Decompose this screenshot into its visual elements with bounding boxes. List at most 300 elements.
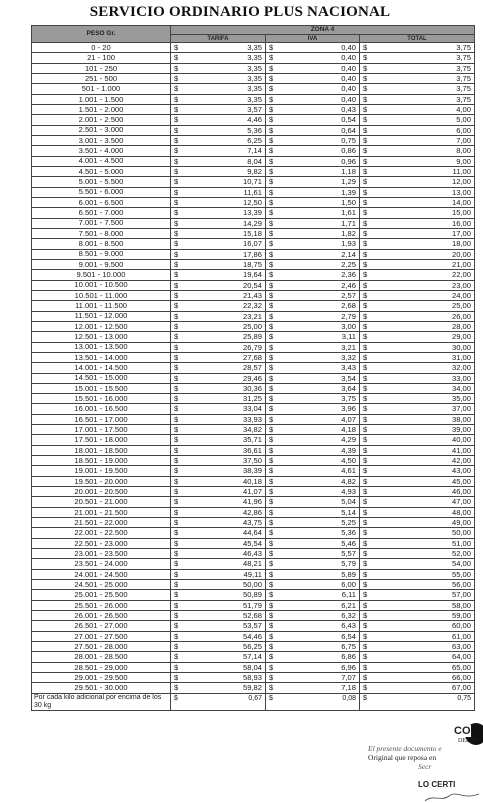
tarifa-amount: 41,07 — [242, 487, 262, 497]
currency-symbol: $ — [363, 239, 368, 249]
total-cell — [360, 580, 475, 590]
iva-cell — [266, 642, 360, 652]
currency-symbol: $ — [269, 507, 274, 517]
iva-amount: 1,29 — [341, 177, 356, 187]
iva-cell — [266, 507, 360, 517]
iva-amount: 7,18 — [341, 683, 356, 693]
iva-amount: 3,00 — [341, 321, 356, 331]
currency-symbol: $ — [174, 662, 179, 672]
currency-symbol: $ — [269, 43, 274, 52]
iva-cell — [266, 414, 360, 424]
total-cell — [360, 125, 475, 135]
total-cell — [360, 218, 475, 228]
currency-symbol: $ — [363, 115, 368, 125]
total-cell — [360, 394, 475, 404]
iva-amount: 2,46 — [341, 280, 356, 290]
currency-symbol: $ — [363, 590, 368, 600]
tarifa-amount: 3,35 — [247, 94, 262, 104]
total-amount: 17,00 — [451, 228, 471, 238]
weight-range-cell: 1.001 - 1.500 — [32, 94, 171, 104]
total-cell — [360, 404, 475, 414]
total-amount: 13,00 — [451, 187, 471, 197]
iva-amount: 3,21 — [341, 342, 356, 352]
iva-amount: 4,39 — [341, 445, 356, 455]
tarifa-cell — [171, 301, 266, 311]
total-amount: 43,00 — [451, 466, 471, 476]
weight-range-cell: 28.501 - 29.000 — [32, 662, 171, 672]
currency-symbol: $ — [363, 456, 368, 466]
iva-cell — [266, 228, 360, 238]
iva-cell — [266, 425, 360, 435]
currency-symbol: $ — [363, 487, 368, 497]
iva-cell — [266, 208, 360, 218]
total-cell — [360, 569, 475, 579]
tarifa-cell — [171, 373, 266, 383]
currency-symbol: $ — [174, 466, 179, 476]
table-row — [32, 466, 475, 476]
iva-cell — [266, 290, 360, 300]
iva-cell — [266, 373, 360, 383]
iva-amount: 2,68 — [341, 301, 356, 311]
currency-symbol: $ — [269, 135, 274, 145]
tarifa-cell — [171, 466, 266, 476]
currency-symbol: $ — [269, 156, 274, 166]
table-row — [32, 414, 475, 424]
iva-cell — [266, 63, 360, 73]
additional-label: Por cada kilo adicional por encima de los 30 kg — [32, 693, 171, 710]
total-cell — [360, 487, 475, 497]
iva-amount: 3,75 — [341, 394, 356, 404]
iva-cell — [266, 166, 360, 176]
weight-range-cell: 29.501 - 30.000 — [32, 683, 171, 693]
tarifa-cell — [171, 187, 266, 197]
tarifa-cell — [171, 239, 266, 249]
currency-symbol: $ — [363, 363, 368, 373]
currency-symbol: $ — [174, 332, 179, 342]
iva-cell — [266, 218, 360, 228]
iva-amount: 0,54 — [341, 115, 356, 125]
total-amount: 15,00 — [451, 208, 471, 218]
currency-symbol: $ — [363, 559, 368, 569]
currency-symbol: $ — [363, 404, 368, 414]
iva-cell — [266, 445, 360, 455]
currency-symbol: $ — [174, 445, 179, 455]
iva-cell — [266, 177, 360, 187]
currency-symbol: $ — [174, 404, 179, 414]
tarifa-amount: 9,82 — [247, 166, 262, 176]
iva-amount: 0,40 — [341, 63, 356, 73]
tarifa-cell — [171, 673, 266, 683]
tarifa-amount: 52,68 — [242, 611, 262, 621]
total-amount: 59,00 — [451, 611, 471, 621]
currency-symbol: $ — [269, 270, 274, 280]
tarifa-amount: 3,35 — [247, 84, 262, 94]
currency-symbol: $ — [363, 507, 368, 517]
iva-cell — [266, 559, 360, 569]
table-row — [32, 73, 475, 83]
tarifa-cell — [171, 135, 266, 145]
currency-symbol: $ — [363, 177, 368, 187]
table-row — [32, 53, 475, 63]
currency-symbol: $ — [269, 445, 274, 455]
tarifa-cell — [171, 321, 266, 331]
total-cell — [360, 146, 475, 156]
total-amount: 42,00 — [451, 456, 471, 466]
total-amount: 3,75 — [456, 94, 471, 104]
weight-range-cell: 11.501 - 12.000 — [32, 311, 171, 321]
tarifa-cell — [171, 177, 266, 187]
iva-amount: 2,25 — [341, 259, 356, 269]
tarifa-amount: 11,61 — [243, 187, 262, 197]
currency-symbol: $ — [363, 383, 368, 393]
currency-symbol: $ — [269, 528, 274, 538]
tarifa-header: TARIFA — [171, 35, 266, 43]
tarifa-amount: 50,89 — [242, 590, 262, 600]
total-amount: 3,75 — [456, 73, 471, 83]
table-row — [32, 290, 475, 300]
total-amount: 14,00 — [451, 197, 471, 207]
iva-cell — [266, 600, 360, 610]
total-amount: 35,00 — [451, 394, 471, 404]
table-row — [32, 352, 475, 362]
currency-symbol: $ — [363, 259, 368, 269]
total-cell — [360, 166, 475, 176]
iva-cell — [266, 590, 360, 600]
currency-symbol: $ — [174, 270, 179, 280]
additional-total-cell — [360, 693, 475, 710]
total-amount: 47,00 — [451, 497, 471, 507]
table-row — [32, 228, 475, 238]
tarifa-amount: 16,07 — [242, 239, 262, 249]
iva-amount: 2,14 — [341, 249, 356, 259]
tarifa-cell — [171, 642, 266, 652]
tarifa-cell — [171, 507, 266, 517]
currency-symbol: $ — [363, 166, 368, 176]
currency-symbol: $ — [269, 177, 274, 187]
total-cell — [360, 662, 475, 672]
total-cell — [360, 156, 475, 166]
iva-cell — [266, 301, 360, 311]
total-amount: 34,00 — [451, 383, 471, 393]
iva-cell — [266, 404, 360, 414]
total-cell — [360, 228, 475, 238]
tarifa-amount: 10,71 — [242, 177, 262, 187]
currency-symbol: $ — [174, 363, 179, 373]
weight-range-cell: 0 - 20 — [32, 43, 171, 53]
iva-cell — [266, 487, 360, 497]
currency-symbol: $ — [269, 683, 274, 693]
tarifa-cell — [171, 476, 266, 486]
currency-symbol: $ — [269, 342, 274, 352]
iva-cell — [266, 104, 360, 114]
table-row — [32, 259, 475, 269]
currency-symbol: $ — [174, 187, 179, 197]
iva-cell — [266, 94, 360, 104]
table-row — [32, 435, 475, 445]
currency-symbol: $ — [269, 115, 274, 125]
currency-symbol: $ — [363, 135, 368, 145]
weight-range-cell: 12.001 - 12.500 — [32, 321, 171, 331]
iva-amount: 5,46 — [341, 538, 356, 548]
total-amount: 64,00 — [451, 652, 471, 662]
total-cell — [360, 63, 475, 73]
total-cell — [360, 600, 475, 610]
total-amount: 3,75 — [456, 84, 471, 94]
iva-amount: 0,43 — [341, 104, 356, 114]
currency-symbol: $ — [363, 538, 368, 548]
currency-symbol: $ — [269, 600, 274, 610]
certification-stamp — [368, 722, 483, 803]
weight-range-cell: 17.001 - 17.500 — [32, 425, 171, 435]
currency-symbol: $ — [269, 63, 274, 73]
iva-cell — [266, 476, 360, 486]
currency-symbol: $ — [269, 631, 274, 641]
table-row — [32, 600, 475, 610]
tarifa-cell — [171, 631, 266, 641]
iva-cell — [266, 146, 360, 156]
total-amount: 18,00 — [451, 239, 471, 249]
iva-cell — [266, 611, 360, 621]
table-row — [32, 218, 475, 228]
table-row — [32, 631, 475, 641]
tarifa-amount: 7,14 — [247, 146, 262, 156]
currency-symbol: $ — [363, 394, 368, 404]
currency-symbol: $ — [174, 569, 179, 579]
total-amount: 4,00 — [456, 104, 471, 114]
tarifa-amount: 3,35 — [247, 63, 262, 73]
tarifa-amount: 29,46 — [242, 373, 262, 383]
table-row — [32, 445, 475, 455]
iva-amount: 1,61 — [341, 208, 356, 218]
iva-amount: 4,82 — [341, 476, 356, 486]
total-amount: 6,00 — [456, 125, 471, 135]
iva-amount: 6,00 — [341, 580, 356, 590]
iva-amount: 6,86 — [341, 652, 356, 662]
tarifa-amount: 33,04 — [242, 404, 262, 414]
weight-range-cell: 2.001 - 2.500 — [32, 115, 171, 125]
currency-symbol: $ — [363, 611, 368, 621]
tarifa-amount: 37,50 — [242, 456, 262, 466]
total-amount: 23,00 — [451, 280, 471, 290]
iva-amount: 4,61 — [341, 466, 356, 476]
total-cell — [360, 208, 475, 218]
iva-cell — [266, 569, 360, 579]
tarifa-amount: 3,57 — [247, 104, 262, 114]
tarifa-amount: 22,32 — [242, 301, 262, 311]
currency-symbol: $ — [363, 352, 368, 362]
currency-symbol: $ — [269, 73, 274, 83]
total-amount: 31,00 — [451, 352, 471, 362]
total-amount: 46,00 — [451, 487, 471, 497]
tarifa-amount: 58,04 — [242, 662, 262, 672]
weight-range-cell: 14.001 - 14.500 — [32, 363, 171, 373]
total-cell — [360, 425, 475, 435]
weight-range-cell: 20.001 - 20.500 — [32, 487, 171, 497]
tarifa-cell — [171, 166, 266, 176]
table-row — [32, 683, 475, 693]
tarifa-amount: 51,79 — [242, 600, 262, 610]
tarifa-amount: 49,11 — [243, 569, 262, 579]
currency-symbol: $ — [174, 673, 179, 683]
currency-symbol: $ — [174, 218, 179, 228]
iva-cell — [266, 394, 360, 404]
currency-symbol: $ — [174, 239, 179, 249]
currency-symbol: $ — [363, 342, 368, 352]
table-row — [32, 425, 475, 435]
table-row — [32, 125, 475, 135]
iva-amount: 4,29 — [341, 435, 356, 445]
weight-range-cell: 8.001 - 8.500 — [32, 239, 171, 249]
currency-symbol: $ — [269, 497, 274, 507]
iva-cell — [266, 73, 360, 83]
tarifa-amount: 19,64 — [242, 270, 262, 280]
currency-symbol: $ — [269, 53, 274, 63]
iva-cell — [266, 280, 360, 290]
table-row — [32, 507, 475, 517]
currency-symbol: $ — [269, 352, 274, 362]
currency-symbol: $ — [269, 84, 274, 94]
iva-amount: 1,82 — [341, 228, 356, 238]
tarifa-cell — [171, 404, 266, 414]
tarifa-cell — [171, 414, 266, 424]
currency-symbol: $ — [174, 94, 179, 104]
currency-symbol: $ — [269, 321, 274, 331]
iva-amount: 7,07 — [341, 673, 356, 683]
currency-symbol: $ — [363, 208, 368, 218]
tarifa-cell — [171, 228, 266, 238]
total-amount: 28,00 — [451, 321, 471, 331]
currency-symbol: $ — [269, 487, 274, 497]
tarifa-cell — [171, 528, 266, 538]
weight-range-cell: 501 - 1.000 — [32, 84, 171, 94]
table-row — [32, 342, 475, 352]
tarifa-amount: 56,25 — [242, 642, 262, 652]
weight-range-cell: 26.501 - 27.000 — [32, 621, 171, 631]
table-row — [32, 673, 475, 683]
iva-cell — [266, 53, 360, 63]
additional-iva: 0,08 — [342, 694, 356, 702]
total-cell — [360, 673, 475, 683]
iva-cell — [266, 239, 360, 249]
tarifa-cell — [171, 538, 266, 548]
iva-amount: 1,39 — [341, 187, 356, 197]
currency-symbol: $ — [269, 280, 274, 290]
total-amount: 9,00 — [456, 156, 471, 166]
currency-symbol: $ — [174, 373, 179, 383]
currency-symbol: $ — [269, 435, 274, 445]
currency-symbol: $ — [363, 270, 368, 280]
total-cell — [360, 43, 475, 53]
currency-symbol: $ — [174, 197, 179, 207]
weight-range-cell: 24.001 - 24.500 — [32, 569, 171, 579]
weight-range-cell: 3.001 - 3.500 — [32, 135, 171, 145]
currency-symbol: $ — [174, 156, 179, 166]
peso-header: PESO Gr. — [32, 26, 171, 43]
currency-symbol: $ — [363, 466, 368, 476]
iva-amount: 2,57 — [341, 290, 356, 300]
total-cell — [360, 352, 475, 362]
iva-amount: 6,54 — [341, 631, 356, 641]
currency-symbol: $ — [269, 290, 274, 300]
table-row — [32, 321, 475, 331]
currency-symbol: $ — [269, 259, 274, 269]
currency-symbol: $ — [363, 63, 368, 73]
total-cell — [360, 301, 475, 311]
weight-range-cell: 22.001 - 22.500 — [32, 528, 171, 538]
tarifa-amount: 42,86 — [242, 507, 262, 517]
tarifa-cell — [171, 590, 266, 600]
table-row — [32, 383, 475, 393]
iva-amount: 6,11 — [341, 590, 356, 600]
total-header: TOTAL — [360, 35, 475, 43]
tarifa-amount: 5,36 — [247, 125, 262, 135]
table-row — [32, 187, 475, 197]
total-amount: 11,00 — [452, 166, 471, 176]
iva-cell — [266, 321, 360, 331]
total-amount: 7,00 — [456, 135, 471, 145]
tarifa-cell — [171, 352, 266, 362]
iva-cell — [266, 259, 360, 269]
iva-amount: 0,64 — [341, 125, 356, 135]
weight-range-cell: 15.001 - 15.500 — [32, 383, 171, 393]
total-cell — [360, 518, 475, 528]
tarifa-amount: 3,35 — [247, 53, 262, 63]
tarifa-amount: 3,35 — [247, 73, 262, 83]
total-amount: 39,00 — [451, 425, 471, 435]
tarifa-cell — [171, 394, 266, 404]
total-amount: 60,00 — [451, 621, 471, 631]
currency-symbol: $ — [269, 580, 274, 590]
currency-symbol: $ — [174, 249, 179, 259]
currency-symbol: $ — [363, 683, 368, 693]
tarifa-cell — [171, 43, 266, 53]
currency-symbol: $ — [174, 63, 179, 73]
iva-amount: 0,40 — [341, 84, 356, 94]
iva-amount: 0,40 — [341, 53, 356, 63]
table-row — [32, 208, 475, 218]
iva-cell — [266, 43, 360, 53]
currency-symbol: $ — [269, 125, 274, 135]
iva-cell — [266, 363, 360, 373]
weight-range-cell: 23.501 - 24.000 — [32, 559, 171, 569]
iva-amount: 4,93 — [341, 487, 356, 497]
table-row — [32, 332, 475, 342]
currency-symbol: $ — [269, 332, 274, 342]
currency-symbol: $ — [363, 156, 368, 166]
tarifa-amount: 18,75 — [242, 259, 262, 269]
iva-amount: 4,18 — [341, 425, 356, 435]
currency-symbol: $ — [363, 600, 368, 610]
currency-symbol: $ — [363, 518, 368, 528]
weight-range-cell: 15.501 - 16.000 — [32, 394, 171, 404]
table-row — [32, 652, 475, 662]
total-amount: 41,00 — [451, 445, 471, 455]
iva-amount: 2,79 — [341, 311, 356, 321]
currency-symbol: $ — [363, 280, 368, 290]
tarifa-amount: 33,93 — [242, 414, 262, 424]
stamp-line-3: Original que reposa en — [368, 753, 437, 762]
table-row — [32, 156, 475, 166]
currency-symbol: $ — [269, 311, 274, 321]
tarifa-amount: 40,18 — [242, 476, 262, 486]
currency-symbol: $ — [269, 694, 273, 702]
total-amount: 55,00 — [451, 569, 471, 579]
iva-cell — [266, 435, 360, 445]
weight-range-cell: 251 - 500 — [32, 73, 171, 83]
currency-symbol: $ — [363, 311, 368, 321]
currency-symbol: $ — [269, 166, 274, 176]
iva-cell — [266, 456, 360, 466]
